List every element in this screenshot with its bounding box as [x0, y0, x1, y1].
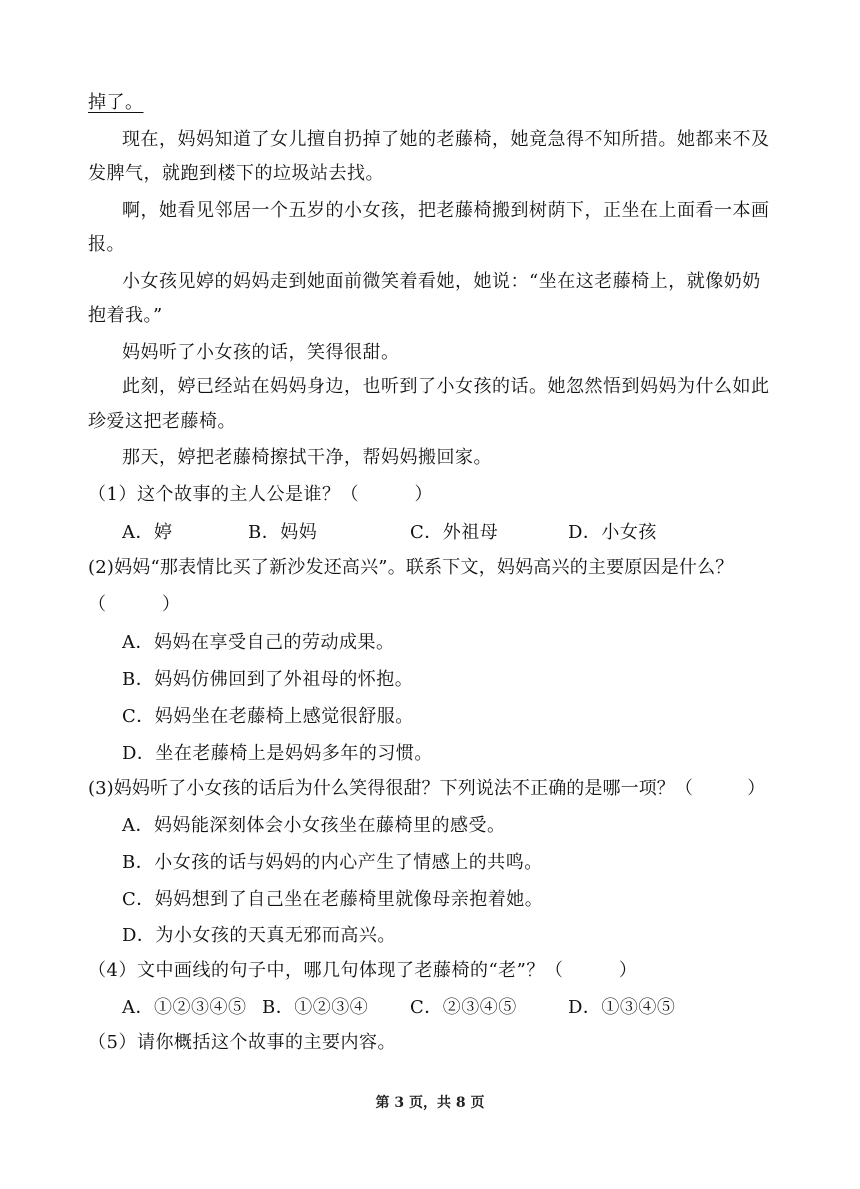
question-3-stem: (3)妈妈听了小女孩的话后为什么笑得很甜？下列说法不正确的是哪一项？（ ） [88, 778, 766, 799]
question-4-option-a[interactable]: A．①②③④⑤ [122, 997, 247, 1018]
passage-line-5: 报。 [88, 234, 125, 255]
page-number-footer: 第 3 页，共 8 页 [375, 1095, 485, 1111]
passage-line-10: 珍爱这把老藤椅。 [88, 411, 236, 432]
question-1-option-b[interactable]: B．妈妈 [248, 522, 318, 543]
question-2-option-c[interactable]: C．妈妈坐在老藤椅上感觉很舒服。 [122, 706, 414, 727]
question-5-stem: （5）请你概括这个故事的主要内容。 [88, 1032, 396, 1053]
question-4-option-c[interactable]: C．②③④⑤ [410, 997, 517, 1018]
question-2-option-a[interactable]: A．妈妈在享受自己的劳动成果。 [122, 632, 395, 653]
question-1-option-d[interactable]: D．小女孩 [568, 522, 657, 543]
question-3-option-b[interactable]: B．小女孩的话与妈妈的内心产生了情感上的共鸣。 [122, 852, 543, 873]
passage-line-9: 此刻，婷已经站在妈妈身边，也听到了小女孩的话。她忽然悟到妈妈为什么如此 [122, 376, 770, 397]
passage-line-8: 妈妈听了小女孩的话，笑得很甜。 [122, 342, 400, 363]
passage-line-6: 小女孩见婷的妈妈走到她面前微笑着看她，她说：“坐在这老藤椅上，就像奶奶 [122, 271, 761, 292]
passage-line-11: 那天，婷把老藤椅擦拭干净，帮妈妈搬回家。 [122, 447, 492, 468]
question-4-stem: （4）文中画线的句子中，哪几句体现了老藤椅的“老”？（ ） [88, 960, 638, 981]
passage-line-1: 掉了。 [88, 92, 144, 113]
question-1-option-a[interactable]: A．婷 [122, 522, 173, 543]
question-2-answer-blank: （ ） [88, 594, 181, 615]
question-4-option-b[interactable]: B．①②③④ [262, 997, 369, 1018]
question-2-option-b[interactable]: B．妈妈仿佛回到了外祖母的怀抱。 [122, 669, 414, 690]
question-1-option-c[interactable]: C．外祖母 [410, 522, 499, 543]
question-3-option-a[interactable]: A．妈妈能深刻体会小女孩坐在藤椅里的感受。 [122, 815, 506, 836]
question-4-option-d[interactable]: D．①③④⑤ [568, 997, 676, 1018]
question-3-option-d[interactable]: D．为小女孩的天真无邪而高兴。 [122, 925, 396, 946]
question-2-stem: (2)妈妈“那表情比买了新沙发还高兴”。联系下文，妈妈高兴的主要原因是什么？ [88, 557, 734, 578]
question-2-option-d[interactable]: D．坐在老藤椅上是妈妈多年的习惯。 [122, 743, 433, 764]
passage-line-7: 抱着我。” [88, 305, 163, 326]
passage-line-3: 发脾气，就跑到楼下的垃圾站去找。 [88, 163, 384, 184]
passage-line-4: 啊，她看见邻居一个五岁的小女孩，把老藤椅搬到树荫下，正坐在上面看一本画 [122, 200, 770, 221]
passage-line-2: 现在，妈妈知道了女儿擅自扔掉了她的老藤椅，她竟急得不知所措。她都来不及 [122, 129, 770, 150]
question-3-option-c[interactable]: C．妈妈想到了自己坐在老藤椅里就像母亲抱着她。 [122, 889, 544, 910]
question-1-stem: （1）这个故事的主人公是谁？（ ） [88, 484, 433, 505]
